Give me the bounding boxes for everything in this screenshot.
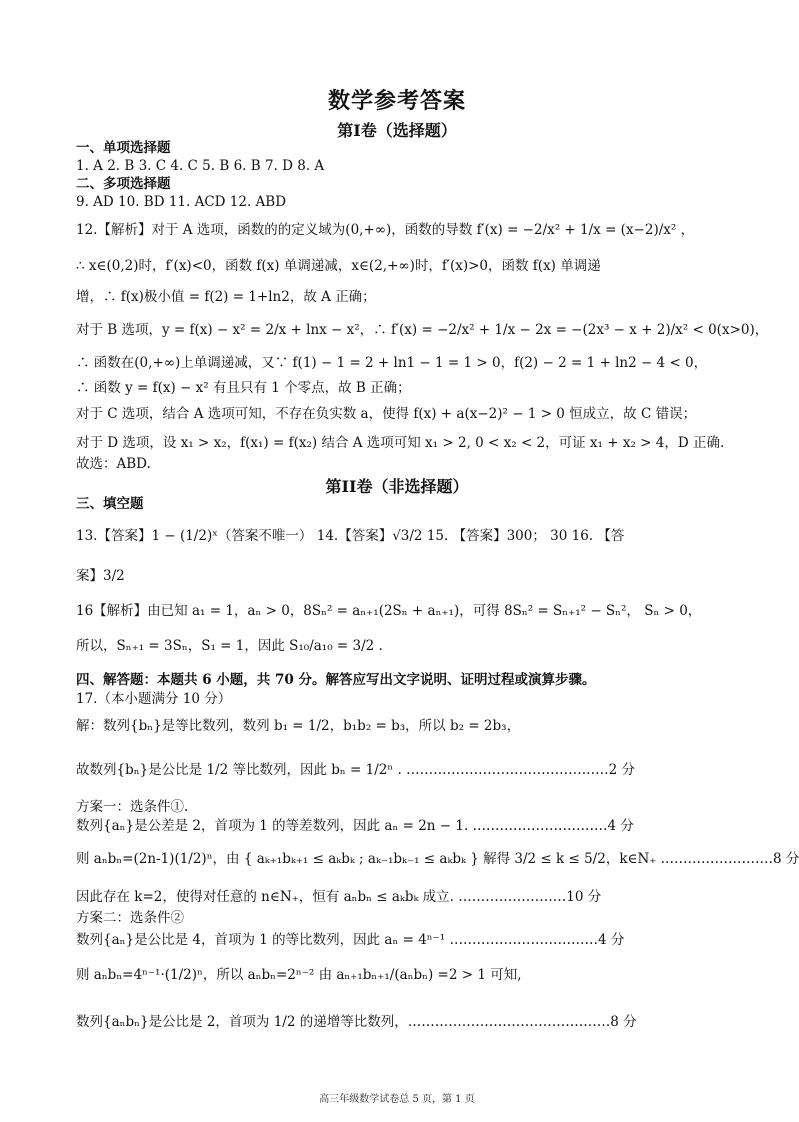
q12-line-5: ∴ 函数在(0,+∞)上单调递减，又∵ f(1) − 1 = 2 + ln1 − 1 = 1 > 0，f(2) − 2 = 1 + ln2 − 4 < 0， — [76, 355, 708, 371]
q12-line-2: ∴ x∈(0,2)时，f′(x)<0，函数 f(x) 单调递减，x∈(2,+∞)时，f′(x)>0，函数 f(x) 单调递 — [76, 258, 601, 274]
q17-line-6: 数列{aₙ}是公比是 4，首项为 1 的等比数列，因此 aₙ = 4ⁿ⁻¹ ……………………………4 分 — [76, 932, 625, 948]
q12-line-6: ∴ 函数 y = f(x) − x² 有且只有 1 个零点，故 B 正确； — [76, 380, 411, 396]
q17-plan-1: 方案一：选条件①. — [76, 799, 189, 815]
fill-blank-answer-16: 案】3/2 — [76, 568, 125, 584]
q17-line-8: 数列{aₙbₙ}是公比是 2，首项为 1/2 的递增等比数列，………………………………………8 分 — [76, 1014, 637, 1030]
doc-title: 数学参考答案 — [327, 88, 466, 114]
q12-line-3: 增，∴ f(x)极小值 = f(2) = 1+ln2，故 A 正确； — [76, 289, 376, 305]
section-single-choice: 一、单项选择题 — [76, 140, 171, 156]
q16-line-2: 所以，Sₙ₊₁ = 3Sₙ，S₁ = 1，因此 S₁₀/a₁₀ = 3/2 . — [76, 638, 383, 654]
section-multi-choice: 二、多项选择题 — [76, 176, 171, 192]
q12-line-1: 12.【解析】对于 A 选项，函数的的定义域为(0,+∞)，函数的导数 f′(x) = −2/x² + 1/x = (x−2)/x² ， — [76, 222, 695, 238]
q17-header: 17.（本小题满分 10 分） — [76, 691, 232, 707]
q17-line-3: 数列{aₙ}是公差是 2，首项为 1 的等差数列，因此 aₙ = 2n − 1. …………………………4 分 — [76, 818, 634, 834]
q17-line-5: 因此存在 k=2，使得对任意的 n∈N₊，恒有 aₙbₙ ≤ aₖbₖ 成立. ……………………10 分 — [76, 889, 602, 905]
q12-line-7: 对于 C 选项，结合 A 选项可知，不存在负实数 a，使得 f(x) + a(x−2)² − 1 > 0 恒成立，故 C 错误； — [76, 406, 697, 422]
page-footer: 高三年级数学试卷总 5 页，第 1 页 — [319, 1094, 475, 1105]
q17-line-1: 解：数列{bₙ}是等比数列，数列 b₁ = 1/2，b₁b₂ = b₃，所以 b₂ = 2b₃， — [76, 718, 521, 734]
section-solutions: 四、解答题：本题共 6 小题，共 70 分。解答应写出文字说明、证明过程或演算步骤。 — [76, 672, 596, 688]
single-choice-answers: 1. A 2. B 3. C 4. C 5. B 6. B 7. D 8. A — [76, 158, 325, 174]
part1-title: 第Ⅰ卷（选择题） — [337, 121, 457, 140]
q12-line-4: 对于 B 选项，y = f(x) − x² = 2/x + lnx − x²，∴ f′(x) = −2/x² + 1/x − 2x = −(2x³ − x + 2)/x² < 0(x>0)， — [76, 322, 769, 338]
q17-line-4: 则 aₙbₙ=(2n-1)(1/2)ⁿ，由 { aₖ₊₁bₖ₊₁ ≤ aₖbₖ ; aₖ₋₁bₖ₋₁ ≤ aₖbₖ } 解得 3/2 ≤ k ≤ 5/2，k∈N₊ .……………………8 分 — [76, 851, 799, 867]
q17-line-2: 故数列{bₙ}是公比是 1/2 等比数列，因此 bₙ = 1/2ⁿ . ………………………………………2 分 — [76, 762, 635, 778]
q12-line-8: 对于 D 选项，设 x₁ > x₂，f(x₁) = f(x₂) 结合 A 选项可知 x₁ > 2, 0 < x₂ < 2，可证 x₁ + x₂ > 4，D 正确. — [76, 435, 725, 451]
section-fill-blank: 三、填空题 — [76, 496, 144, 512]
q17-line-7: 则 aₙbₙ=4ⁿ⁻¹·(1/2)ⁿ，所以 aₙbₙ=2ⁿ⁻² 由 aₙ₊₁bₙ₊₁/(aₙbₙ) =2 > 1 可知, — [76, 967, 522, 983]
multi-choice-answers: 9. AD 10. BD 11. ACD 12. ABD — [76, 194, 287, 210]
part2-title: 第II卷（非选择题） — [325, 477, 469, 496]
q12-conclusion: 故选：ABD. — [76, 456, 151, 472]
fill-blank-answers: 13.【答案】1 − (1/2)ˣ（答案不唯一） 14.【答案】√3/2 15. 【答案】300； 30 16. 【答 — [76, 528, 625, 544]
q16-line-1: 16【解析】由已知 a₁ = 1，aₙ > 0，8Sₙ² = aₙ₊₁(2Sₙ + aₙ₊₁)，可得 8Sₙ² = Sₙ₊₁² − Sₙ²， Sₙ > 0， — [76, 603, 702, 619]
q17-plan-2: 方案二：选条件② — [76, 910, 184, 926]
